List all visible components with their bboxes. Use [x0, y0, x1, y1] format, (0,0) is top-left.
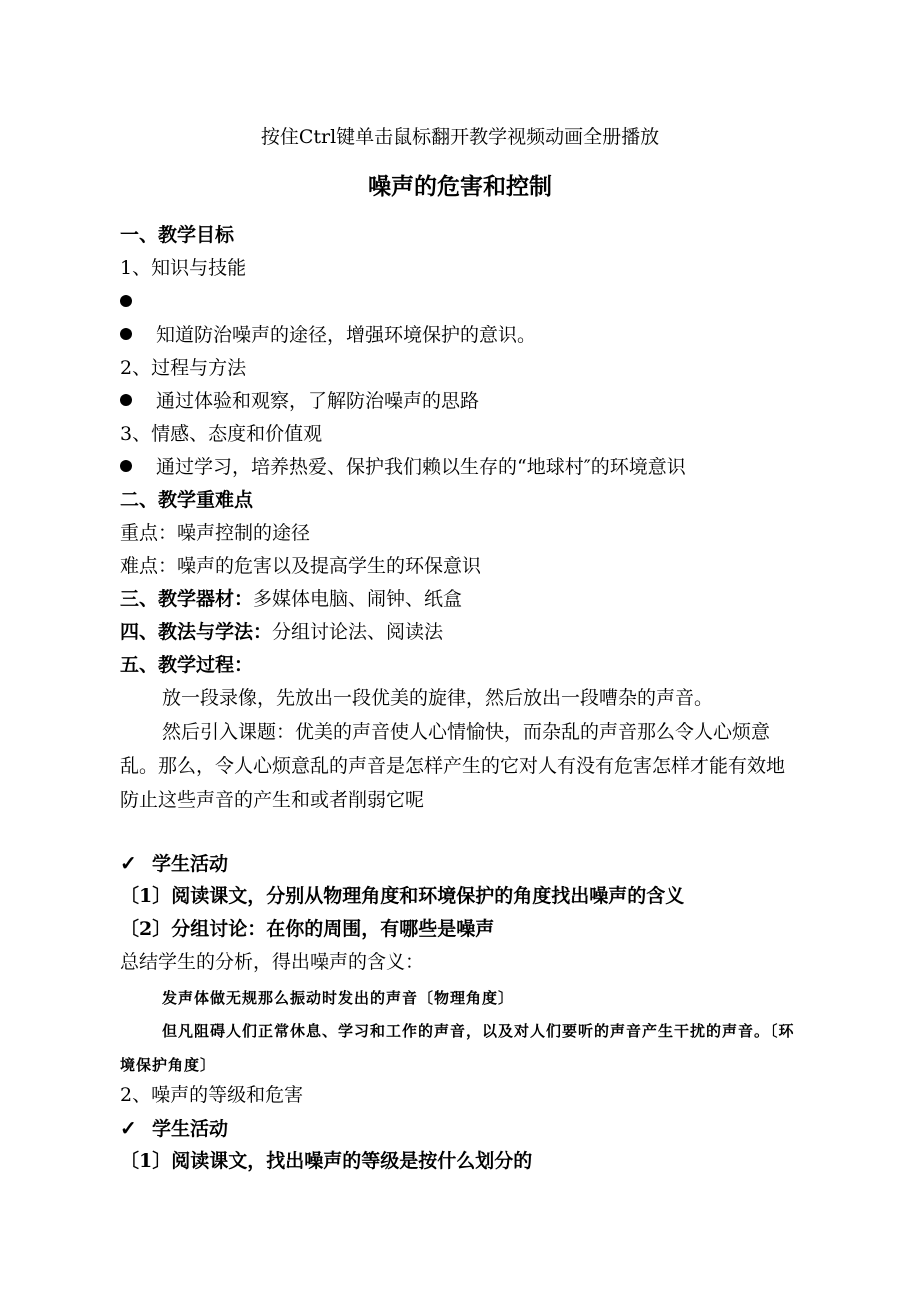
bullet-item-empty — [120, 290, 156, 314]
methods-list: 分组讨论法、阅读法 — [272, 621, 444, 643]
key-point: 重点：噪声控制的途径 — [120, 522, 311, 544]
summary-text: 总结学生的分析，得出噪声的含义： — [120, 951, 425, 973]
bullet-text: 知道防治噪声的途径，增强环境保护的意识。 — [156, 324, 537, 346]
bullet-item — [120, 455, 686, 479]
definition-environment: 但凡阻碍人们正常休息、学习和工作的声音，以及对人们要听的声音产生干扰的声音。〔环境保护角度〕 — [120, 1022, 795, 1074]
activity-heading — [120, 851, 228, 876]
paragraph: 然后引入课题：优美的声音使人心情愉快，而杂乱的声音那么令人心烦意乱。那么，令人心烦意乱的声音是怎样产生的它对人有没有危害怎样才能有效地防止这些声音的产生和或者削弱它呢 — [120, 721, 786, 811]
subsection-knowledge: 1、知识与技能 — [120, 257, 247, 279]
activity-label: 学生活动 — [152, 1118, 229, 1140]
bullet-item — [120, 389, 479, 413]
section-heading-goals: 一、教学目标 — [120, 224, 235, 246]
bullet-text: 通过体验和观察，了解防治噪声的思路 — [156, 390, 480, 412]
subsection-noise-level: 2、噪声的等级和危害 — [120, 1084, 304, 1106]
bullet-item — [120, 323, 536, 347]
checkmark-icon: ✓ — [120, 851, 137, 875]
bullet-icon — [120, 460, 132, 472]
subsection-attitude: 3、情感、态度和价值观 — [120, 423, 323, 445]
activity-item: 〔1〕阅读课文，找出噪声的等级是按什么划分的 — [120, 1150, 533, 1172]
activity-label: 学生活动 — [152, 853, 229, 875]
difficult-point: 难点：噪声的危害以及提高学生的环保意识 — [120, 555, 482, 577]
subsection-process: 2、过程与方法 — [120, 357, 247, 379]
bullet-icon — [120, 394, 132, 406]
activity-heading — [120, 1116, 228, 1141]
section-heading-methods: 四、教法与学法： — [120, 621, 273, 643]
bullet-icon — [120, 328, 132, 340]
section-heading-keypoints: 二、教学重难点 — [120, 489, 254, 511]
section-heading-equipment: 三、教学器材： — [120, 588, 254, 610]
definition-physics: 发声体做无规那么振动时发出的声音〔物理角度〕 — [162, 989, 515, 1007]
section-equipment — [120, 587, 462, 611]
activity-item: 〔2〕分组讨论：在你的周围，有哪些是噪声 — [120, 918, 495, 940]
bullet-icon — [120, 295, 132, 307]
section-methods — [120, 620, 443, 644]
equipment-list: 多媒体电脑、闹钟、纸盒 — [253, 588, 463, 610]
activity-item: 〔1〕阅读课文，分别从物理角度和环境保护的角度找出噪声的含义 — [120, 885, 685, 907]
section-heading-process: 五、教学过程： — [120, 654, 254, 676]
video-link[interactable]: 按住Ctrl键单击鼠标翻开教学视频动画全册播放 — [260, 126, 660, 148]
page-title: 噪声的危害和控制 — [368, 174, 552, 200]
checkmark-icon: ✓ — [120, 1116, 137, 1140]
paragraph: 放一段录像，先放出一段优美的旋律，然后放出一段嘈杂的声音。 — [162, 687, 714, 709]
bullet-text: 通过学习，培养热爱、保护我们赖以生存的“地球村″的环境意识 — [156, 456, 686, 478]
